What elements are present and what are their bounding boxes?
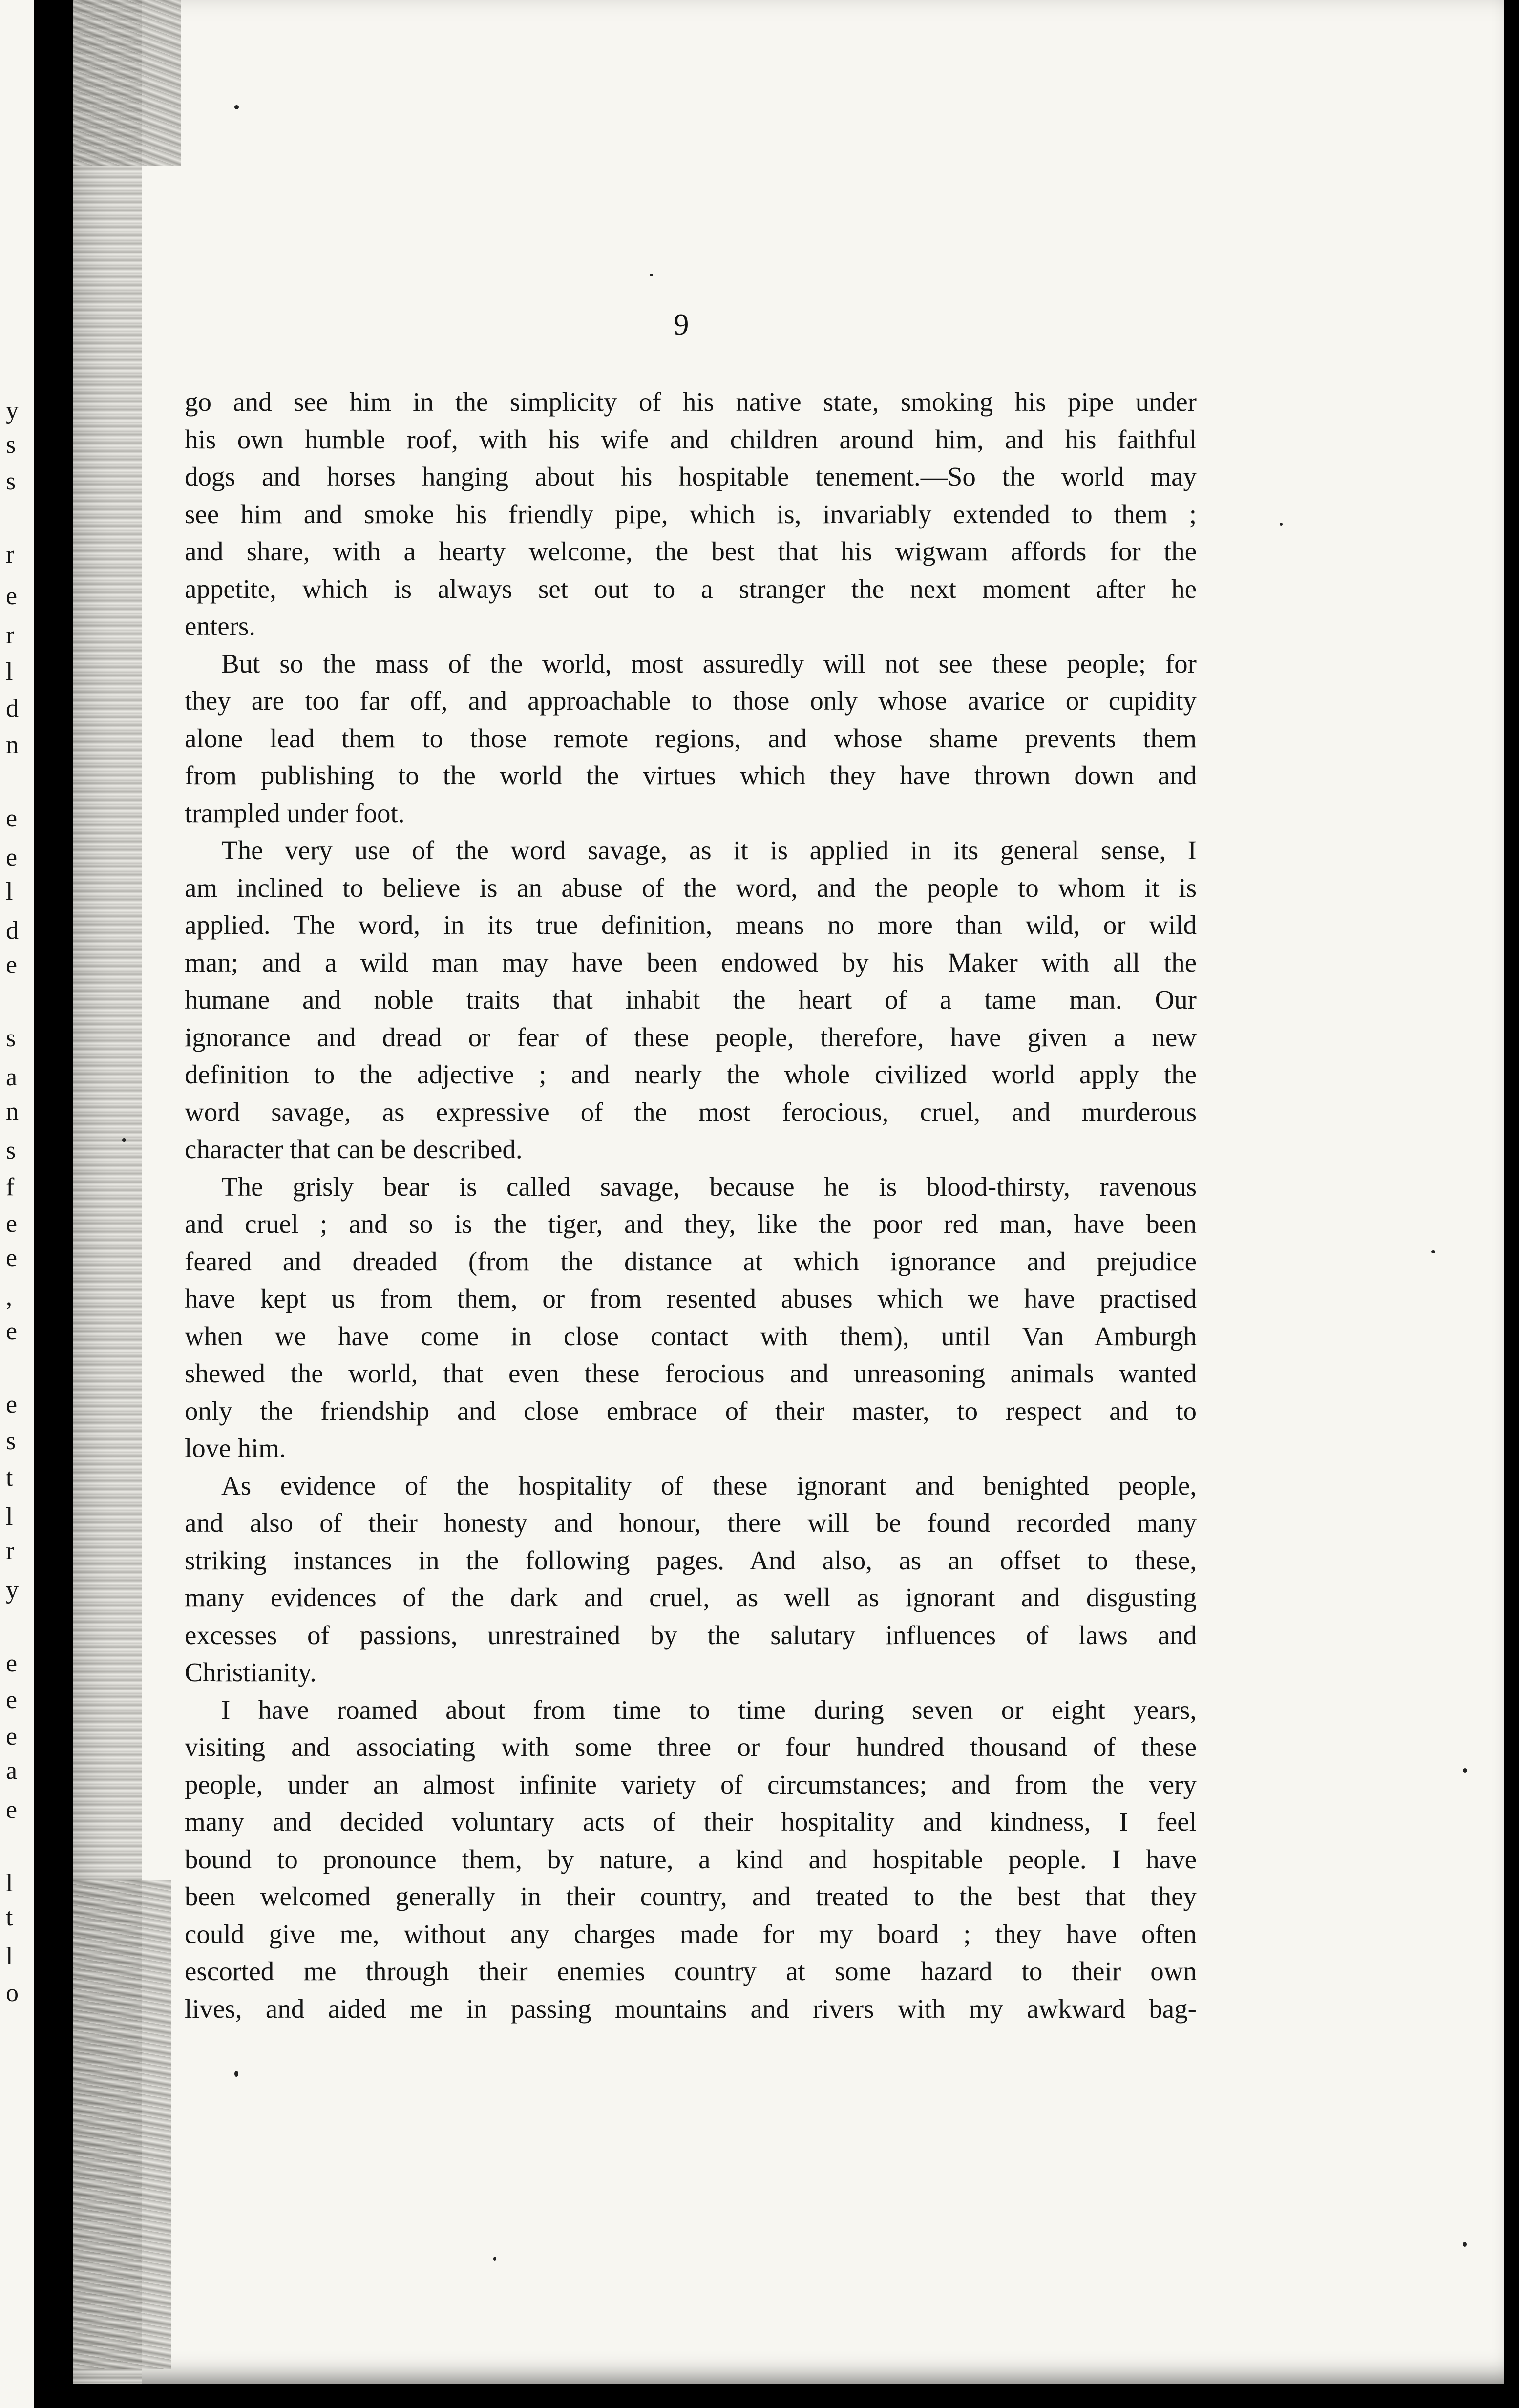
ink-speck (1463, 1768, 1467, 1773)
ink-speck (1280, 523, 1283, 526)
text-line: from publishing to the world the virtues which they have thrown down and (185, 760, 1197, 790)
ink-speck (234, 2071, 238, 2077)
text-line: have kept us from them, or from resented abuses which we have practised (185, 1284, 1197, 1313)
text-line: his own humble roof, with his wife and children around him, and his faithful (185, 424, 1197, 454)
facing-page-letter: l (6, 878, 13, 906)
ink-speck (122, 1138, 126, 1142)
facing-page-letter: e (6, 1796, 18, 1824)
text-line: people, under an almost infinite variety of circumstances; and from the very (185, 1769, 1197, 1799)
facing-page-letter: a (6, 1063, 18, 1091)
facing-page-letter: s (6, 1024, 16, 1052)
facing-page-letter: e (6, 1686, 18, 1714)
facing-page-letter: s (6, 467, 16, 495)
facing-page-letter: y (6, 1576, 19, 1604)
gutter-shadow (34, 0, 73, 2408)
facing-page-letter: e (6, 951, 18, 979)
text-line: applied. The word, in its true definition, means no more than wild, or wild (185, 910, 1197, 940)
facing-page-letter: l (6, 658, 13, 686)
text-line: I have roamed about from time to time during seven or eight years, (221, 1694, 1197, 1725)
facing-page-letter: y (6, 397, 19, 424)
text-line: word savage, as expressive of the most ferocious, cruel, and murderous (185, 1097, 1197, 1127)
text-line: trampled under foot. (185, 798, 405, 828)
facing-page-letter: t (6, 1903, 13, 1931)
facing-page-letter: t (6, 1464, 13, 1492)
text-line: excesses of passions, unrestrained by the salutary influences of laws and (185, 1620, 1197, 1650)
facing-page-letter: e (6, 1210, 18, 1238)
text-line: character that can be described. (185, 1134, 523, 1164)
facing-page-letter: e (6, 1391, 18, 1418)
text-line: As evidence of the hospitality of these ignorant and benighted people, (221, 1470, 1197, 1500)
facing-page-letter: n (6, 1098, 19, 1125)
facing-page-letter: e (6, 582, 18, 610)
text-line: But so the mass of the world, most assuredly will not see these people; for (221, 648, 1197, 678)
facing-page-letter: , (6, 1283, 12, 1311)
facing-page-letter: d (6, 695, 19, 722)
facing-page-letter: s (6, 431, 16, 459)
text-line: when we have come in close contact with them), until Van Amburgh (185, 1321, 1197, 1351)
text-line: ignorance and dread or fear of these people, therefore, have given a new (185, 1022, 1197, 1052)
text-line: humane and noble traits that inhabit the heart of a tame man. Our (185, 985, 1197, 1014)
text-line: escorted me through their enemies country at some hazard to their own (185, 1956, 1197, 1986)
facing-page-letter: n (6, 731, 19, 759)
body-text (185, 383, 1197, 2028)
text-line: dogs and horses hanging about his hospitable tenement.—So the world may (185, 462, 1197, 491)
text-line: could give me, without any charges made for my board ; they have often (185, 1919, 1197, 1949)
text-line: many and decided voluntary acts of their hospitality and kindness, I feel (185, 1807, 1197, 1837)
facing-page-letter: r (6, 1537, 15, 1565)
text-line: go and see him in the simplicity of his native state, smoking his pipe under (185, 387, 1197, 417)
facing-page-edge (0, 0, 34, 2408)
facing-page-letter: a (6, 1757, 18, 1785)
text-line: see him and smoke his friendly pipe, which is, invariably extended to them ; (185, 499, 1197, 529)
text-line: Christianity. (185, 1657, 316, 1687)
page-number: 9 (674, 308, 689, 341)
facing-page-letter: l (6, 1503, 13, 1531)
text-line: shewed the world, that even these ferocious and unreasoning animals wanted (185, 1358, 1197, 1388)
facing-page-letter: e (6, 1317, 18, 1345)
text-line: they are too far off, and approachable to those only whose avarice or cupidity (185, 686, 1197, 716)
text-line: and share, with a hearty welcome, the best that his wigwam affords for the (185, 536, 1197, 566)
ink-speck (1463, 2242, 1467, 2247)
facing-page-letter: f (6, 1173, 15, 1201)
text-line: and also of their honesty and honour, there will be found recorded many (185, 1508, 1197, 1538)
text-line: lives, and aided me in passing mountains and rivers with my awkward bag- (185, 1993, 1197, 2024)
facing-page-letter: e (6, 804, 18, 832)
facing-page-letter: e (6, 1244, 18, 1272)
page-binding-wear-top (73, 0, 181, 166)
facing-page-letter: o (6, 1979, 19, 2007)
ink-speck (650, 274, 653, 276)
facing-page-letter: s (6, 1427, 16, 1455)
facing-page-letter: e (6, 1723, 18, 1751)
text-line: been welcomed generally in their country, and treated to the best that they (185, 1881, 1197, 1911)
facing-page-letter: l (6, 1869, 13, 1897)
facing-page-letter: d (6, 917, 19, 945)
facing-page-letter: l (6, 1943, 13, 1970)
facing-page-letter: s (6, 1137, 16, 1164)
ink-speck (234, 105, 239, 109)
text-line: feared and dreaded (from the distance at which ignorance and prejudice (185, 1246, 1197, 1276)
text-line: striking instances in the following pages. And also, as an offset to these, (185, 1545, 1197, 1575)
text-line: and cruel ; and so is the tiger, and they, like the poor red man, have been (185, 1209, 1197, 1239)
text-line: enters. (185, 611, 256, 641)
text-line: The very use of the word savage, as it is applied in its general sense, I (221, 835, 1197, 865)
text-line: bound to pronounce them, by nature, a kind and hospitable people. I have (185, 1844, 1197, 1874)
facing-page-letter: e (6, 1649, 18, 1677)
text-line: love him. (185, 1433, 286, 1463)
text-line: am inclined to believe is an abuse of the word, and the people to whom it is (185, 872, 1197, 903)
text-line: alone lead them to those remote regions, and whose shame prevents them (185, 723, 1197, 753)
ink-speck (493, 2257, 496, 2261)
text-line: visiting and associating with some three or four hundred thousand of these (185, 1732, 1197, 1762)
text-line: many evidences of the dark and cruel, as well as ignorant and disgusting (185, 1583, 1197, 1612)
text-line: only the friendship and close embrace of their master, to respect and to (185, 1395, 1197, 1426)
page-binding-wear-bottom (73, 1880, 171, 2369)
text-line: The grisly bear is called savage, because he is blood-thirsty, ravenous (221, 1171, 1197, 1202)
facing-page-letter: e (6, 844, 18, 871)
text-line: man; and a wild man may have been endowed by his Maker with all the (185, 947, 1197, 977)
text-line: definition to the adjective ; and nearly the whole civilized world apply the (185, 1059, 1197, 1089)
ink-speck (1431, 1250, 1435, 1253)
facing-page-letter: r (6, 541, 15, 569)
text-line: appetite, which is always set out to a stranger the next moment after he (185, 573, 1197, 604)
facing-page-letter: r (6, 621, 15, 649)
